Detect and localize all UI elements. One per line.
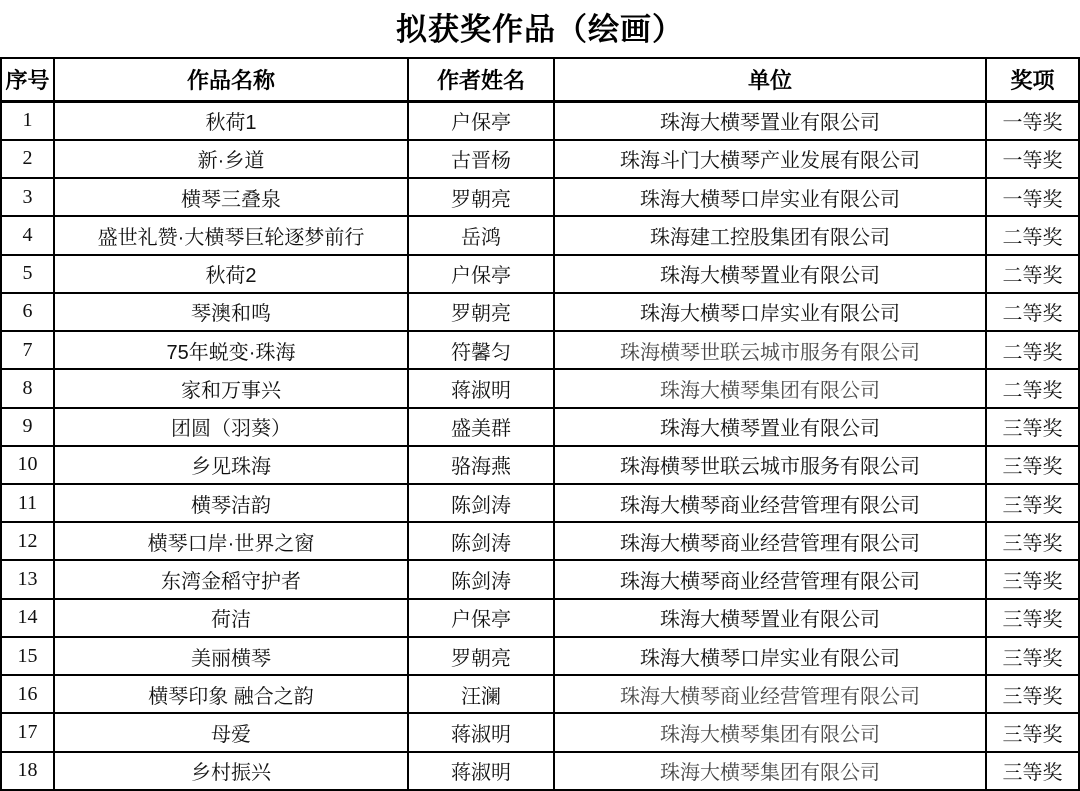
header-work: 作品名称 (54, 58, 408, 101)
work-name-cell: 琴澳和鸣 (54, 293, 408, 331)
work-name-cell: 团圆（羽葵） (54, 408, 408, 446)
unit-name-cell: 珠海建工控股集团有限公司 (554, 216, 986, 254)
author-name-cell: 罗朝亮 (408, 293, 554, 331)
table-row (1, 255, 1079, 293)
author-name-cell: 蒋淑明 (408, 713, 554, 751)
unit-name-cell: 珠海大横琴口岸实业有限公司 (554, 178, 986, 216)
table-row (1, 293, 1079, 331)
award-cell: 一等奖 (986, 178, 1079, 216)
unit-name-cell: 珠海大横琴集团有限公司 (554, 752, 986, 790)
author-name-cell: 古晋杨 (408, 140, 554, 178)
unit-name-cell: 珠海大横琴集团有限公司 (554, 369, 986, 407)
header-row (1, 58, 1079, 101)
table-row (1, 408, 1079, 446)
award-cell: 二等奖 (986, 216, 1079, 254)
author-name-cell: 罗朝亮 (408, 637, 554, 675)
author-name-cell: 汪澜 (408, 675, 554, 713)
author-name-cell: 符馨匀 (408, 331, 554, 369)
table-header (1, 58, 1079, 101)
row-number-cell: 14 (1, 599, 54, 637)
award-cell: 三等奖 (986, 446, 1079, 484)
row-number-cell: 12 (1, 522, 54, 560)
unit-name-cell: 珠海大横琴口岸实业有限公司 (554, 293, 986, 331)
table-row (1, 178, 1079, 216)
unit-name-cell: 珠海大横琴置业有限公司 (554, 408, 986, 446)
author-name-cell: 骆海燕 (408, 446, 554, 484)
header-unit: 单位 (554, 58, 986, 101)
award-cell: 一等奖 (986, 140, 1079, 178)
work-name-cell: 横琴洁韵 (54, 484, 408, 522)
award-cell: 三等奖 (986, 713, 1079, 751)
author-name-cell: 盛美群 (408, 408, 554, 446)
unit-name-cell: 珠海大横琴商业经营管理有限公司 (554, 522, 986, 560)
row-number-cell: 4 (1, 216, 54, 254)
award-cell: 三等奖 (986, 560, 1079, 598)
table-row (1, 752, 1079, 790)
table-row (1, 331, 1079, 369)
award-cell: 二等奖 (986, 255, 1079, 293)
unit-name-cell: 珠海大横琴集团有限公司 (554, 713, 986, 751)
table-row (1, 675, 1079, 713)
unit-name-cell: 珠海大横琴商业经营管理有限公司 (554, 675, 986, 713)
table-row (1, 216, 1079, 254)
work-name-cell: 母爱 (54, 713, 408, 751)
header-author: 作者姓名 (408, 58, 554, 101)
author-name-cell: 陈剑涛 (408, 522, 554, 560)
row-number-cell: 18 (1, 752, 54, 790)
author-name-cell: 户保亭 (408, 255, 554, 293)
award-cell: 二等奖 (986, 331, 1079, 369)
table-row (1, 522, 1079, 560)
award-cell: 三等奖 (986, 408, 1079, 446)
work-name-cell: 秋荷1 (54, 101, 408, 140)
work-name-cell: 横琴印象 融合之韵 (54, 675, 408, 713)
work-name-cell: 美丽横琴 (54, 637, 408, 675)
row-number-cell: 10 (1, 446, 54, 484)
row-number-cell: 3 (1, 178, 54, 216)
author-name-cell: 户保亭 (408, 599, 554, 637)
header-award: 奖项 (986, 58, 1079, 101)
table-row (1, 101, 1079, 140)
author-name-cell: 陈剑涛 (408, 560, 554, 598)
work-name-cell: 荷洁 (54, 599, 408, 637)
work-name-cell: 75年蜕变·珠海 (54, 331, 408, 369)
work-name-cell: 新·乡道 (54, 140, 408, 178)
work-name-cell: 横琴三叠泉 (54, 178, 408, 216)
header-no: 序号 (1, 58, 54, 101)
unit-name-cell: 珠海大横琴置业有限公司 (554, 101, 986, 140)
award-cell: 三等奖 (986, 484, 1079, 522)
row-number-cell: 9 (1, 408, 54, 446)
row-number-cell: 6 (1, 293, 54, 331)
row-number-cell: 15 (1, 637, 54, 675)
table-row (1, 599, 1079, 637)
unit-name-cell: 珠海大横琴置业有限公司 (554, 599, 986, 637)
row-number-cell: 2 (1, 140, 54, 178)
row-number-cell: 17 (1, 713, 54, 751)
work-name-cell: 乡村振兴 (54, 752, 408, 790)
row-number-cell: 5 (1, 255, 54, 293)
table-row (1, 446, 1079, 484)
work-name-cell: 横琴口岸·世界之窗 (54, 522, 408, 560)
work-name-cell: 秋荷2 (54, 255, 408, 293)
row-number-cell: 1 (1, 101, 54, 140)
table-row (1, 713, 1079, 751)
author-name-cell: 陈剑涛 (408, 484, 554, 522)
work-name-cell: 东湾金稻守护者 (54, 560, 408, 598)
row-number-cell: 7 (1, 331, 54, 369)
unit-name-cell: 珠海横琴世联云城市服务有限公司 (554, 446, 986, 484)
author-name-cell: 岳鸿 (408, 216, 554, 254)
award-cell: 三等奖 (986, 599, 1079, 637)
unit-name-cell: 珠海大横琴商业经营管理有限公司 (554, 560, 986, 598)
row-number-cell: 13 (1, 560, 54, 598)
unit-name-cell: 珠海大横琴置业有限公司 (554, 255, 986, 293)
unit-name-cell: 珠海横琴世联云城市服务有限公司 (554, 331, 986, 369)
row-number-cell: 11 (1, 484, 54, 522)
page-title: 拟获奖作品（绘画） (396, 12, 684, 47)
row-number-cell: 8 (1, 369, 54, 407)
award-cell: 二等奖 (986, 369, 1079, 407)
author-name-cell: 蒋淑明 (408, 752, 554, 790)
unit-name-cell: 珠海斗门大横琴产业发展有限公司 (554, 140, 986, 178)
table-row (1, 484, 1079, 522)
author-name-cell: 户保亭 (408, 101, 554, 140)
table-body (1, 101, 1079, 790)
award-cell: 一等奖 (986, 101, 1079, 140)
award-cell: 二等奖 (986, 293, 1079, 331)
author-name-cell: 蒋淑明 (408, 369, 554, 407)
work-name-cell: 盛世礼赞·大横琴巨轮逐梦前行 (54, 216, 408, 254)
work-name-cell: 乡见珠海 (54, 446, 408, 484)
award-table (0, 57, 1080, 791)
author-name-cell: 罗朝亮 (408, 178, 554, 216)
award-cell: 三等奖 (986, 637, 1079, 675)
work-name-cell: 家和万事兴 (54, 369, 408, 407)
award-cell: 三等奖 (986, 752, 1079, 790)
award-cell: 三等奖 (986, 675, 1079, 713)
table-row (1, 637, 1079, 675)
table-row (1, 140, 1079, 178)
row-number-cell: 16 (1, 675, 54, 713)
unit-name-cell: 珠海大横琴口岸实业有限公司 (554, 637, 986, 675)
table-row (1, 369, 1079, 407)
award-cell: 三等奖 (986, 522, 1079, 560)
unit-name-cell: 珠海大横琴商业经营管理有限公司 (554, 484, 986, 522)
table-row (1, 560, 1079, 598)
